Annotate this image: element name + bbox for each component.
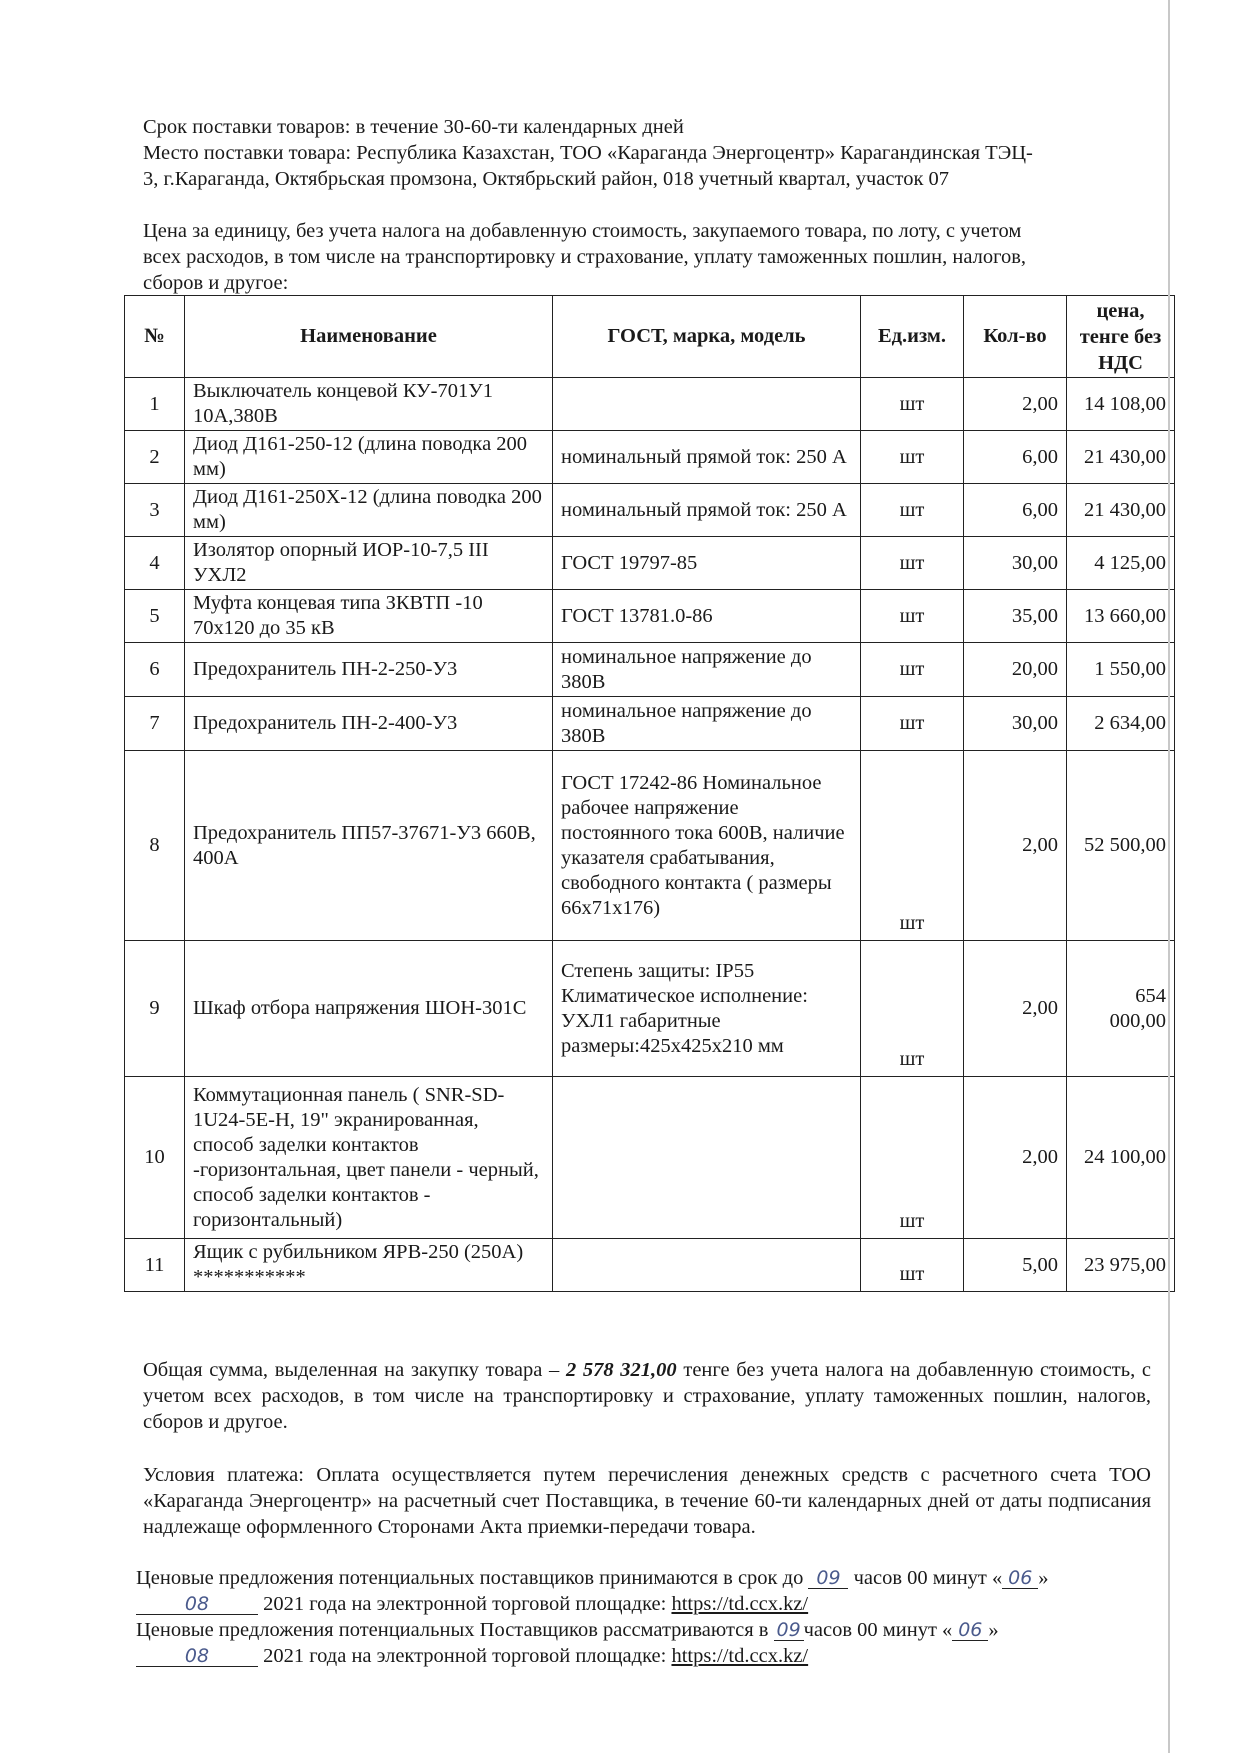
table-row — [125, 1239, 1175, 1292]
row-name: Коммутационная панель ( SNR-SD-1U24-5E-H, 19" экранированная, способ заделки контактов -горизонтальная, цвет панели - черный, способ заделки контактов - горизонтальный) — [185, 1077, 553, 1239]
row-gost: ГОСТ 17242-86 Номинальное рабочее напряжение постоянного тока 600В, наличие указателя срабатывания, свободного контакта ( размеры 66х71х176) — [553, 751, 861, 941]
accept-text2: часов 00 минут « — [853, 1567, 1003, 1589]
row-qty: 30,00 — [964, 537, 1067, 590]
table-row — [125, 751, 1175, 941]
row-gost: номинальное напряжение до 380В — [553, 643, 861, 697]
row-num: 11 — [125, 1239, 185, 1292]
accept-text1: Ценовые предложения потенциальных поставщиков принимаются в срок до — [136, 1567, 804, 1589]
row-name: Предохранитель ПН-2-400-У3 — [185, 697, 553, 751]
price-note-line3: сборов и другое: — [143, 272, 289, 294]
row-price: 14 108,00 — [1067, 378, 1175, 431]
row-gost — [553, 1077, 861, 1239]
header-unit: Ед.изм. — [861, 296, 964, 378]
row-price: 24 100,00 — [1067, 1077, 1175, 1239]
header-num: № — [125, 296, 185, 378]
row-unit: шт — [861, 941, 964, 1077]
row-name: Изолятор опорный ИОР-10-7,5 III УХЛ2 — [185, 537, 553, 590]
accept-line1 — [136, 1565, 1156, 1591]
row-price: 23 975,00 — [1067, 1239, 1175, 1292]
table-row — [125, 1077, 1175, 1239]
review-text1: Ценовые предложения потенциальных Поставщиков рассматриваются в — [136, 1619, 769, 1641]
total-prefix: Общая сумма, выделенная на закупку товара – — [143, 1359, 566, 1381]
row-unit: шт — [861, 590, 964, 643]
row-name: Выключатель концевой КУ-701У1 10А,380В — [185, 378, 553, 431]
row-name: Шкаф отбора напряжения ШОН-301С — [185, 941, 553, 1077]
row-num: 8 — [125, 751, 185, 941]
header-qty: Кол-во — [964, 296, 1067, 378]
row-num: 7 — [125, 697, 185, 751]
row-price: 2 634,00 — [1067, 697, 1175, 751]
row-qty: 6,00 — [964, 484, 1067, 537]
header-price: цена, тенге без НДС — [1067, 296, 1175, 378]
row-price: 654 000,00 — [1067, 941, 1175, 1077]
table-row — [125, 431, 1175, 484]
row-unit: шт — [861, 751, 964, 941]
row-name: Ящик с рубильником ЯРВ-250 (250А) *********** — [185, 1239, 553, 1292]
table-row — [125, 941, 1175, 1077]
row-name: Предохранитель ПП57-37671-У3 660В, 400А — [185, 751, 553, 941]
row-gost: ГОСТ 19797-85 — [553, 537, 861, 590]
row-num: 6 — [125, 643, 185, 697]
delivery-place-line1: Место поставки товара: Республика Казахстан, ТОО «Караганда Энергоцентр» Карагандинская ТЭЦ- — [143, 142, 1033, 164]
review-line1 — [136, 1617, 1156, 1643]
row-num: 3 — [125, 484, 185, 537]
total-paragraph — [143, 1357, 1151, 1435]
row-price: 4 125,00 — [1067, 537, 1175, 590]
table-row — [125, 537, 1175, 590]
table-row — [125, 697, 1175, 751]
items-table — [124, 295, 1175, 1292]
table-row — [125, 590, 1175, 643]
delivery-term: Срок поставки товаров: в течение 30-60-ти календарных дней — [143, 116, 684, 138]
row-gost: ГОСТ 13781.0-86 — [553, 590, 861, 643]
row-gost — [553, 1239, 861, 1292]
row-qty: 5,00 — [964, 1239, 1067, 1292]
price-note-line2: всех расходов, в том числе на транспортировку и страхование, уплату таможенных пошлин, налогов, — [143, 246, 1027, 268]
scan-fold-line — [1168, 0, 1170, 1753]
row-qty: 6,00 — [964, 431, 1067, 484]
header-name: Наименование — [185, 296, 553, 378]
row-name: Предохранитель ПН-2-250-У3 — [185, 643, 553, 697]
table-row — [125, 484, 1175, 537]
row-qty: 30,00 — [964, 697, 1067, 751]
row-price: 13 660,00 — [1067, 590, 1175, 643]
accept-line2 — [136, 1591, 1156, 1617]
row-name: Диод Д161-250Х-12 (длина поводка 200 мм) — [185, 484, 553, 537]
row-gost: номинальный прямой ток: 250 А — [553, 431, 861, 484]
review-hour: 09 — [774, 1620, 804, 1641]
row-num: 1 — [125, 378, 185, 431]
accept-text3: 2021 года на электронной торговой площадке: — [263, 1593, 672, 1615]
delivery-section — [143, 114, 1143, 192]
row-price: 52 500,00 — [1067, 751, 1175, 941]
row-num: 5 — [125, 590, 185, 643]
row-unit: шт — [861, 1077, 964, 1239]
row-unit: шт — [861, 1239, 964, 1292]
row-qty: 20,00 — [964, 643, 1067, 697]
price-note — [143, 218, 1153, 296]
row-unit: шт — [861, 537, 964, 590]
row-qty: 2,00 — [964, 1077, 1067, 1239]
row-price: 21 430,00 — [1067, 431, 1175, 484]
total-amount: 2 578 321,00 — [565, 1359, 677, 1381]
row-qty: 35,00 — [964, 590, 1067, 643]
accept-day: 06 — [1002, 1568, 1038, 1589]
table-row — [125, 643, 1175, 697]
row-qty: 2,00 — [964, 941, 1067, 1077]
payment-paragraph: Условия платежа: Оплата осуществляется путем перечисления денежных средств с расчетного счета ТОО «Караганда Энергоцентр» на расчетный счет Поставщика, в течение 60-ти календарных дней от даты подписания надлежаще оформленного Сторонами Акта приемки-передачи товара. — [143, 1464, 1151, 1538]
row-num: 9 — [125, 941, 185, 1077]
review-line2 — [136, 1643, 1156, 1669]
review-text2: часов 00 минут « — [803, 1619, 953, 1641]
accept-hour: 09 — [808, 1568, 848, 1589]
row-price: 1 550,00 — [1067, 643, 1175, 697]
row-name: Диод Д161-250-12 (длина поводка 200 мм) — [185, 431, 553, 484]
row-qty: 2,00 — [964, 378, 1067, 431]
row-gost: Степень защиты: IP55 Климатическое исполнение: УХЛ1 габаритные размеры:425х425х210 мм — [553, 941, 861, 1077]
review-link[interactable]: https://td.ccx.kz/ — [671, 1645, 809, 1667]
review-close: » — [988, 1619, 999, 1641]
row-gost: номинальное напряжение до 380В — [553, 697, 861, 751]
review-day: 06 — [952, 1620, 988, 1641]
row-unit: шт — [861, 697, 964, 751]
table-header-row — [125, 296, 1175, 378]
review-text3: 2021 года на электронной торговой площадке: — [263, 1645, 672, 1667]
header-gost: ГОСТ, марка, модель — [553, 296, 861, 378]
row-unit: шт — [861, 431, 964, 484]
accept-close: » — [1038, 1567, 1049, 1589]
accept-month: 08 — [136, 1594, 258, 1615]
row-unit: шт — [861, 378, 964, 431]
delivery-place-line2: 3, г.Караганда, Октябрьская промзона, Октябрьский район, 018 учетный квартал, участок 07 — [143, 168, 950, 190]
row-qty: 2,00 — [964, 751, 1067, 941]
row-name: Муфта концевая типа ЗКВТП -10 70х120 до 35 кВ — [185, 590, 553, 643]
row-gost — [553, 378, 861, 431]
review-month: 08 — [136, 1646, 258, 1667]
row-unit: шт — [861, 484, 964, 537]
total-suffix: тенге без учета налога на добавленную стоимость, с учетом всех расходов, в том числе на транспортировку и страхование, уплату таможенных пошлин, налогов, сборов и другое. — [143, 1359, 1151, 1433]
accept-link[interactable]: https://td.ccx.kz/ — [671, 1593, 809, 1615]
row-price: 21 430,00 — [1067, 484, 1175, 537]
row-unit: шт — [861, 643, 964, 697]
row-num: 4 — [125, 537, 185, 590]
offers-section — [136, 1565, 1156, 1669]
table-row — [125, 378, 1175, 431]
row-num: 2 — [125, 431, 185, 484]
row-gost: номинальный прямой ток: 250 А — [553, 484, 861, 537]
price-note-line1: Цена за единицу, без учета налога на добавленную стоимость, закупаемого товара, по лоту, с учетом — [143, 220, 1022, 242]
row-num: 10 — [125, 1077, 185, 1239]
